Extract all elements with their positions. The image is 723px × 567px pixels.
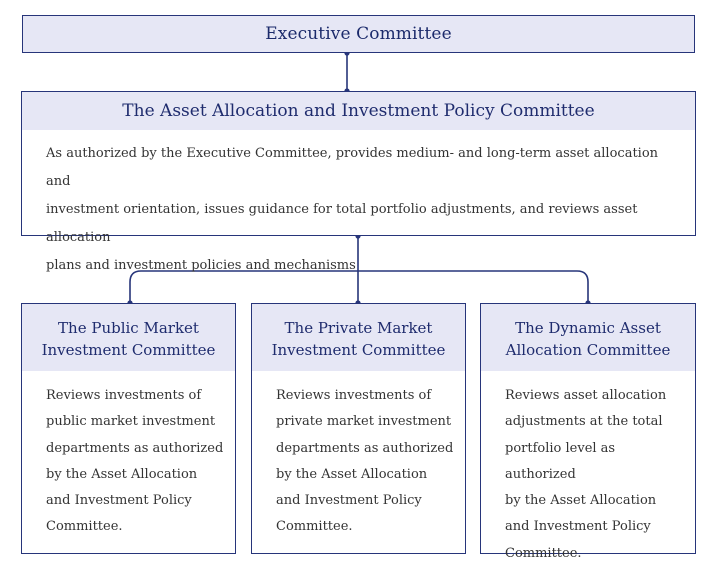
description-line: public market investment bbox=[46, 414, 216, 430]
description-line: adjustments at the total bbox=[505, 414, 663, 430]
title-line: The Public Market bbox=[58, 319, 199, 337]
title-line: Allocation Committee bbox=[505, 341, 671, 359]
executive-committee-title: Executive Committee bbox=[265, 24, 452, 44]
description-line: and Investment Policy bbox=[276, 493, 422, 509]
description-line: departments as authorized bbox=[276, 440, 454, 456]
aaip-description bbox=[22, 130, 695, 280]
description-line: private market investment bbox=[276, 414, 452, 430]
private-market-committee-description bbox=[252, 371, 465, 541]
description-line: by the Asset Allocation bbox=[505, 493, 657, 509]
description-line: by the Asset Allocation bbox=[46, 466, 198, 482]
title-line: The Dynamic Asset bbox=[515, 319, 661, 337]
description-line: Reviews asset allocation bbox=[505, 388, 667, 403]
private-market-committee-box bbox=[251, 303, 466, 554]
aaip-description-line: investment orientation, issues guidance for total portfolio adjustments, and reviews asset allocation bbox=[46, 202, 638, 245]
description-line: departments as authorized bbox=[46, 440, 224, 456]
description-line: Reviews investments of bbox=[46, 388, 202, 403]
description-line: and Investment Policy bbox=[505, 519, 651, 535]
aaip-description-line: plans and investment policies and mechanisms bbox=[46, 258, 356, 273]
dynamic-asset-allocation-committee-title bbox=[481, 304, 695, 371]
description-line: and Investment Policy bbox=[46, 493, 192, 509]
dynamic-asset-allocation-committee-box bbox=[480, 303, 696, 561]
aaip-description-line: As authorized by the Executive Committee, provides medium- and long-term asset allocation and bbox=[46, 146, 659, 189]
description-line: portfolio level as authorized bbox=[505, 440, 616, 482]
public-market-committee-box bbox=[21, 303, 236, 554]
asset-allocation-policy-committee-box bbox=[21, 91, 696, 273]
private-market-committee-title bbox=[252, 304, 465, 371]
title-line: Investment Committee bbox=[271, 341, 446, 359]
description-line: Committee. bbox=[46, 519, 123, 535]
public-market-committee-title bbox=[22, 304, 235, 371]
title-line: Investment Committee bbox=[41, 341, 216, 359]
description-line: Reviews investments of bbox=[276, 388, 432, 403]
description-line: Committee. bbox=[505, 545, 582, 561]
description-line: Committee. bbox=[276, 519, 353, 535]
title-line: The Private Market bbox=[284, 319, 433, 337]
aaip-title: The Asset Allocation and Investment Policy Committee bbox=[22, 92, 695, 130]
dynamic-asset-allocation-committee-description bbox=[481, 371, 695, 567]
executive-committee-box bbox=[22, 15, 695, 53]
public-market-committee-description bbox=[22, 371, 235, 541]
description-line: by the Asset Allocation bbox=[276, 466, 428, 482]
